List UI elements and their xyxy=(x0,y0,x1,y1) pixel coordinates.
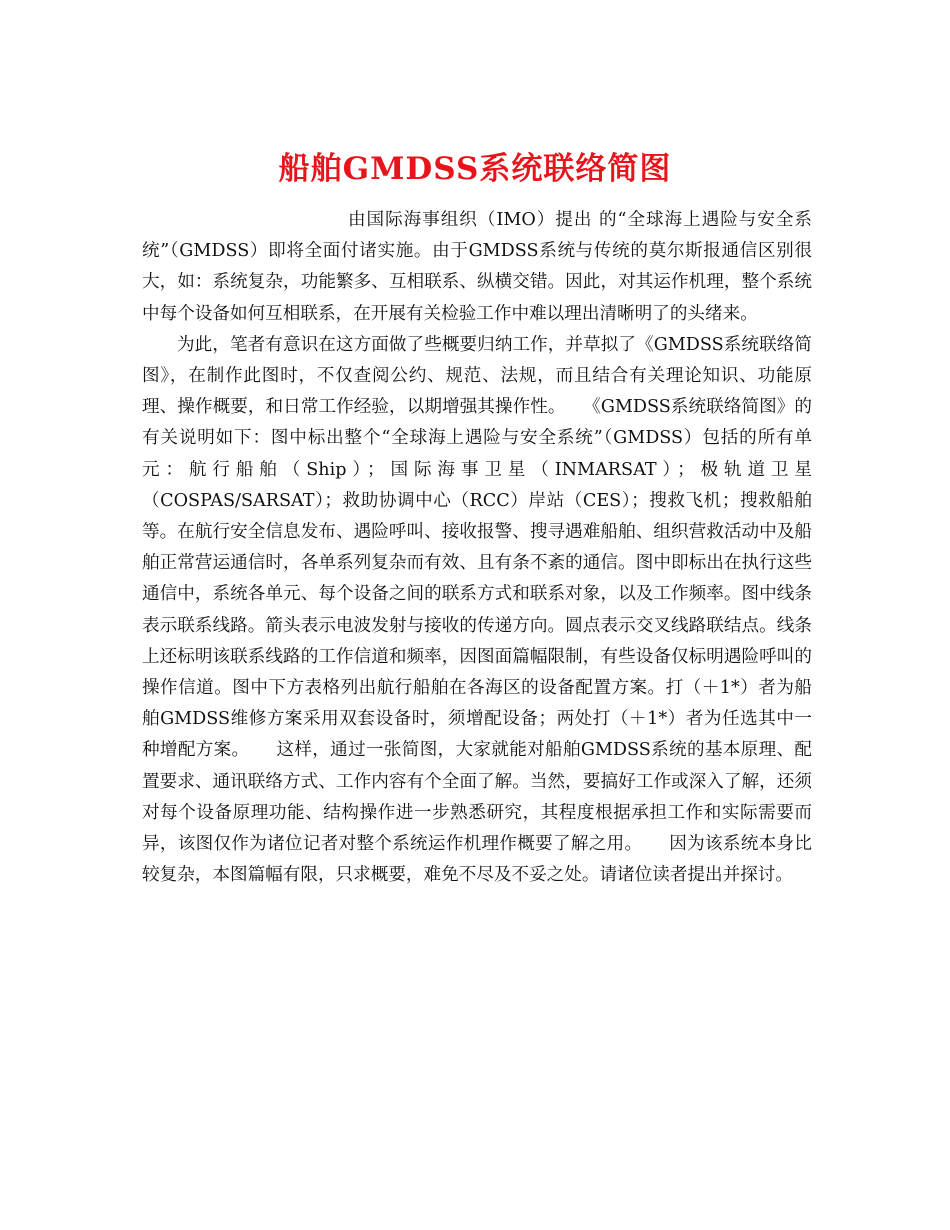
paragraph-description: 为此，笔者有意识在这方面做了些概要归纳工作，并草拟了《GMDSS系统联络简图》，在制作此图时，不仅查阅公约、规范、法规，而且结合有关理论知识、功能原理、操作概要，和日常工作经验，以期增强其操作性。 《GMDSS系统联络简图》的有关说明如下：图中标出整个“全球海上遇险与安全系统”（GMDSS）包括的所有单元：航行船舶（Ship）；国际海事卫星（INMARSAT）；极轨道卫星（COSPAS/SARSAT）；救助协调中心（RCC）岸站（CES）；搜救飞机；搜救船舶等。在航行安全信息发布、遇险呼叫、接收报警、搜寻遇难船舶、组织营救活动中及船舶正常营运通信时，各单系列复杂而有效、且有条不紊的通信。图中即标出在执行这些通信中，系统各单元、每个设备之间的联系方式和联系对象，以及工作频率。图中线条表示联系线路。箭头表示电波发射与接收的传递方向。圆点表示交叉线路联结点。线条上还标明该联系线路的工作信道和频率，因图面篇幅限制，有些设备仅标明遇险呼叫的操作信道。图中下方表格列出航行船舶在各海区的设备配置方案。打（＋1*）者为船舶GMDSS维修方案采用双套设备时，须增配设备；两处打（＋1*）者为任选其中一种增配方案。 这样，通过一张简图，大家就能对船舶GMDSS系统的基本原理、配置要求、通讯联络方式、工作内容有个全面了解。当然，要搞好工作或深入了解，还须对每个设备原理功能、结构操作进一步熟悉研究，其程度根据承担工作和实际需要而异，该图仅作为诸位记者对整个系统运作机理作概要了解之用。 因为该系统本身比较复杂，本图篇幅有限，只求概要，难免不尽及不妥之处。请诸位读者提出并探讨。 xyxy=(142,334,812,886)
document-title: 船舶GMDSS系统联络简图 xyxy=(278,150,672,187)
paragraph-intro: 由国际海事组织（IMO）提出 的“全球海上遇险与安全系统”（GMDSS）即将全面付诸实施。由于GMDSS系统与传统的莫尔斯报通信区别很大，如：系统复杂，功能繁多、互相联系、纵横交错。因此，对其运作机理，整个系统中每个设备如何互相联系，在开展有关检验工作中难以理出清晰明了的头绪来。 xyxy=(142,210,812,324)
document-body xyxy=(142,205,812,891)
